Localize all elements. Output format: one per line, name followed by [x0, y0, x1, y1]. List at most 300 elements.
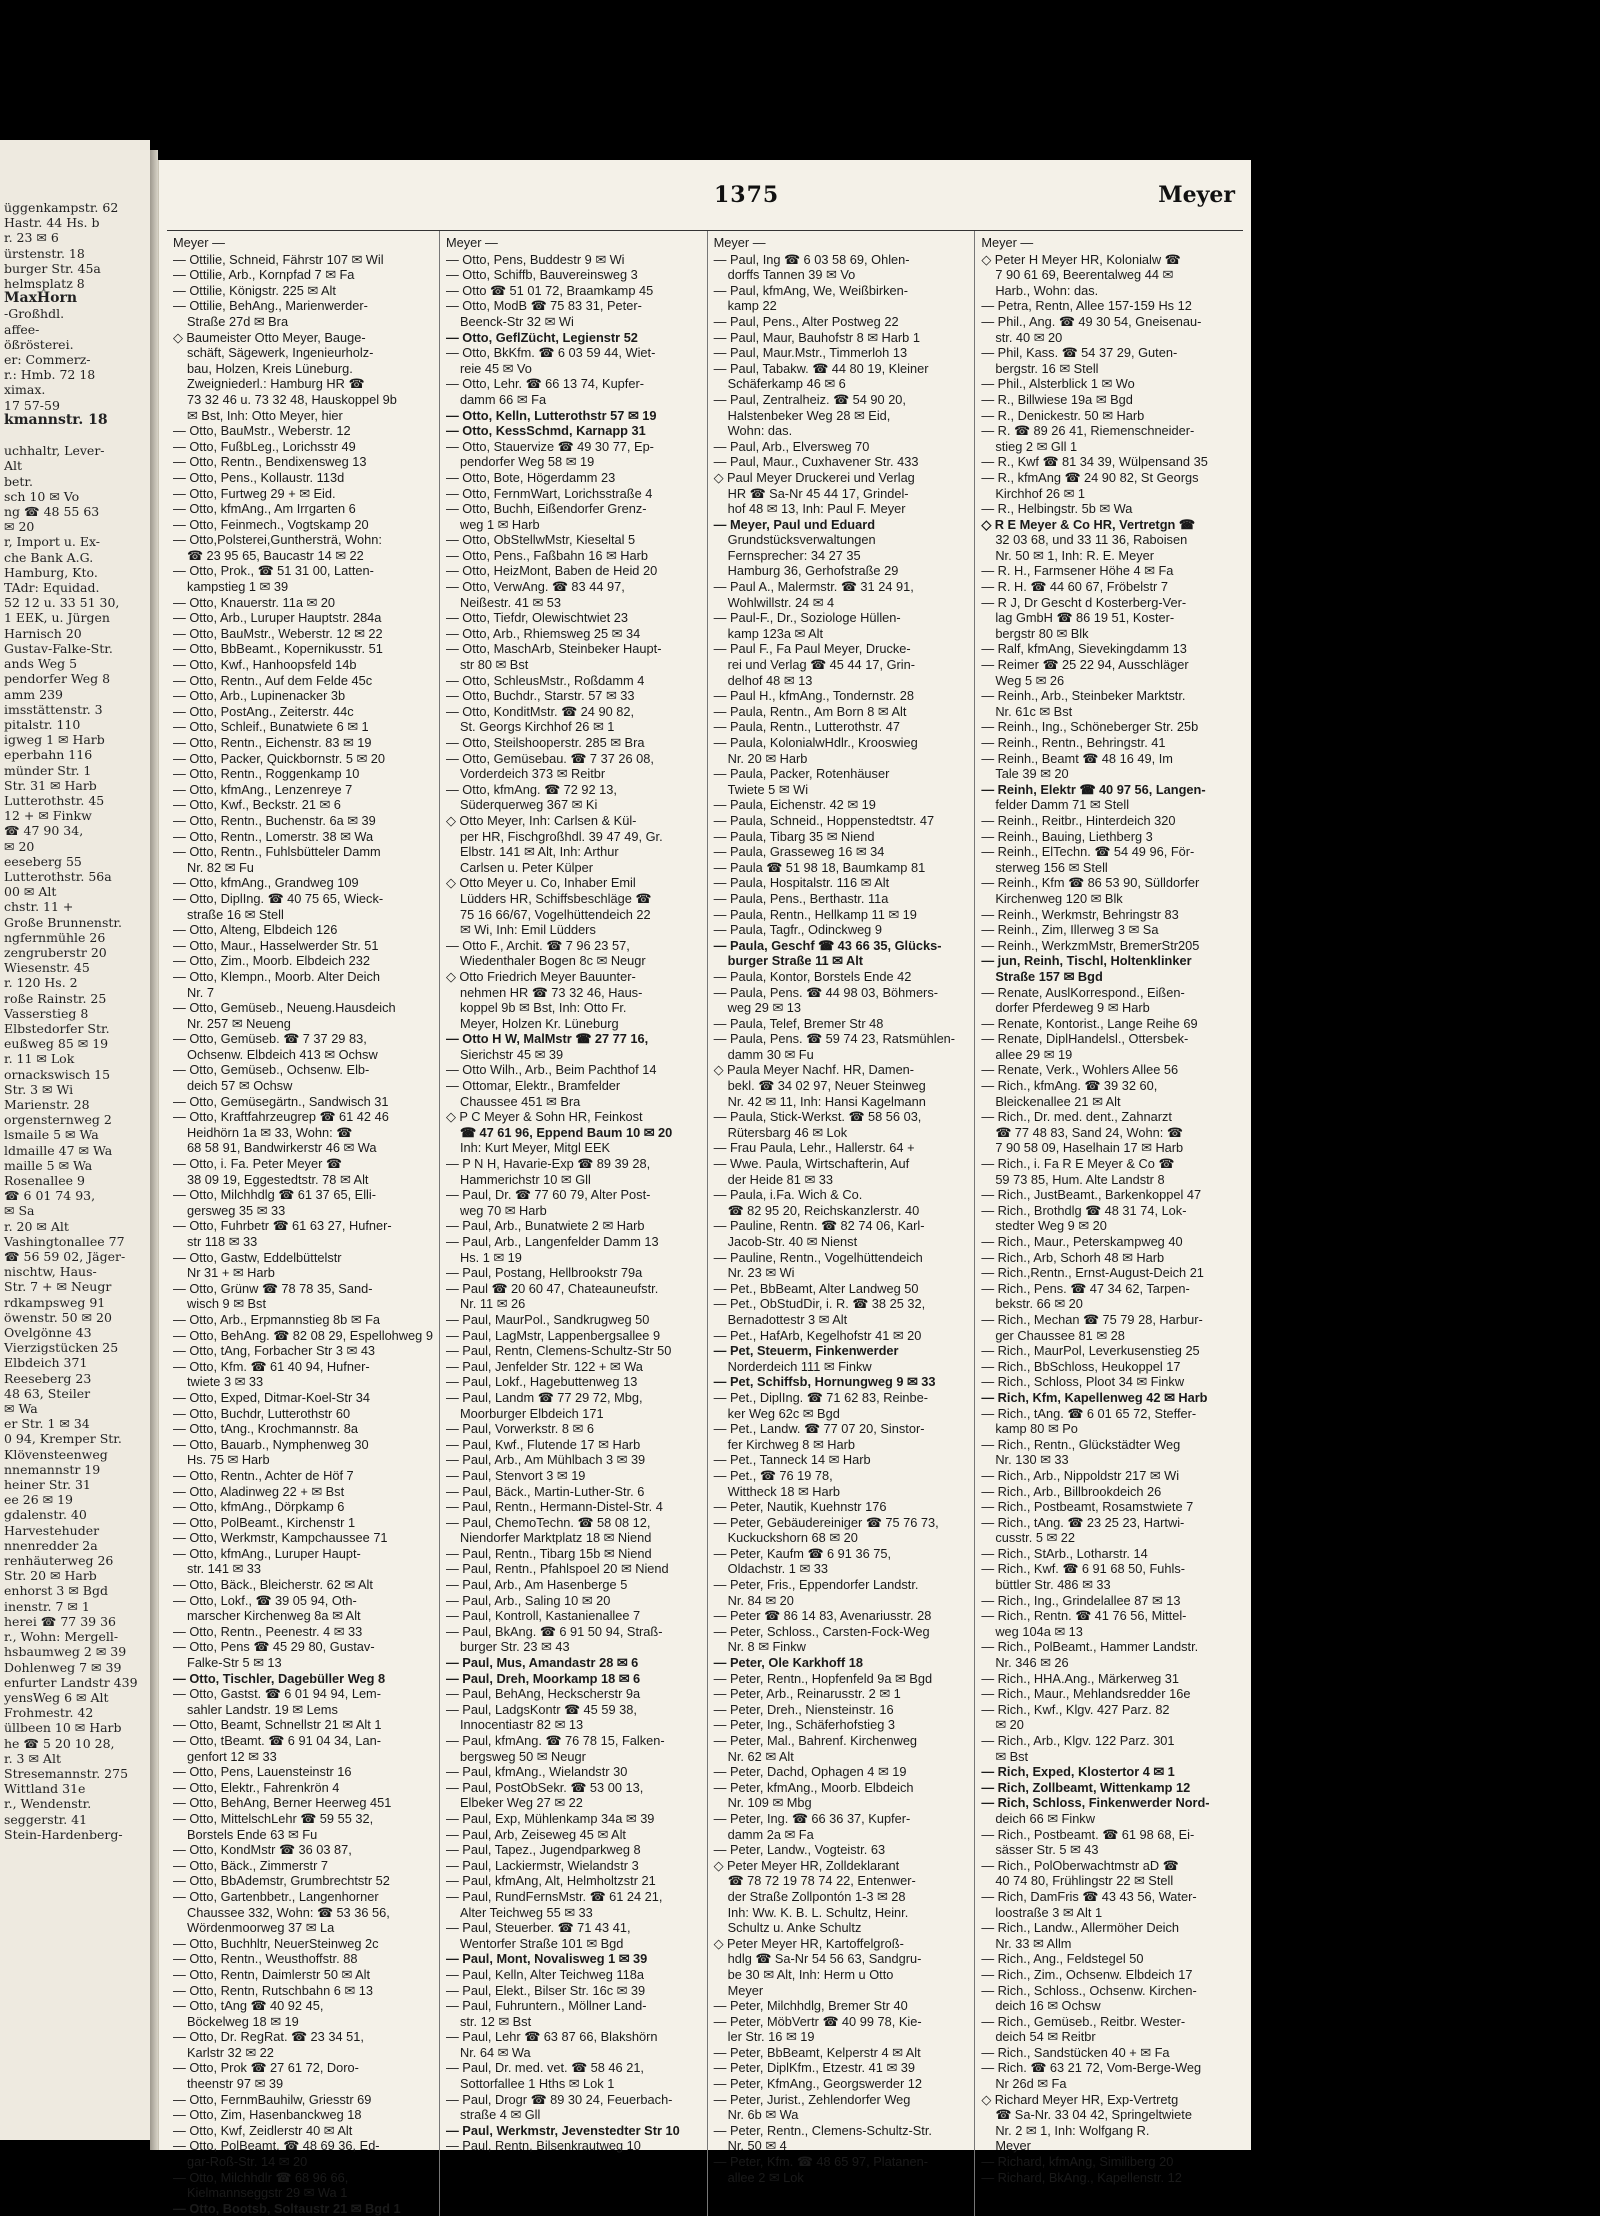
- directory-entry: — Paul, LadgsKontr ☎ 45 59 38,: [445, 1701, 637, 1717]
- directory-entry: — Paul, Dreh, Moorkamp 18 ✉ 6: [445, 1670, 641, 1686]
- directory-entry: felder Damm 71 ✉ Stell: [995, 797, 1130, 813]
- previous-page-line: öwenstr. 50 ✉ 20: [4, 1309, 112, 1325]
- directory-entry: — Renate, Kontorist., Lange Reihe 69: [981, 1015, 1198, 1031]
- directory-entry: gersweg 35 ✉ 33: [187, 1202, 286, 1218]
- directory-entry: — Otto, Grünw ☎ 78 78 35, Sand-: [173, 1280, 373, 1296]
- directory-entry: — Paul, Arb., Langenfelder Damm 13: [445, 1234, 659, 1249]
- previous-page-line: che Bank A.G.: [4, 549, 94, 565]
- directory-entry: Nr 31 + ✉ Harb: [187, 1265, 275, 1281]
- directory-entry: — Peter, Dachd, Ophagen 4 ✉ 19: [713, 1764, 907, 1780]
- directory-entry: — Otto, Dr. RegRat. ☎ 23 34 51,: [173, 2029, 364, 2045]
- directory-entry: — Rich., Zim., Ochsenw. Elbdeich 17: [981, 1966, 1193, 1982]
- directory-entry: — Paula, i.Fa. Wich & Co.: [713, 1187, 863, 1203]
- directory-entry: — Paul, Vorwerkstr. 8 ✉ 6: [445, 1421, 594, 1437]
- previous-page-line: nischtw, Haus-: [4, 1264, 97, 1280]
- column-head: Meyer —: [445, 235, 498, 250]
- directory-entry: — Peter, Schloss., Carsten-Fock-Weg: [713, 1623, 930, 1639]
- directory-entry: — Peter, Ing. ☎ 66 36 37, Kupfer-: [713, 1810, 911, 1826]
- directory-entry: — Paula, Grasseweg 16 ✉ 34: [713, 844, 885, 860]
- previous-page-line: 1 EEK, u. Jürgen: [4, 610, 110, 626]
- directory-entry: — Peter, Dreh., Niensteinstr. 16: [713, 1701, 894, 1717]
- previous-page-line: ximax.: [4, 382, 46, 398]
- directory-entry: — Wwe. Paula, Wirtschafterin, Auf: [713, 1156, 910, 1172]
- previous-page-line: ✉ 20: [4, 519, 35, 535]
- directory-entry: — Rich., Postbeamt. ☎ 61 98 68, Ei-: [981, 1826, 1195, 1842]
- directory-entry: — Peter, DiplKfm., Etzestr. 41 ✉ 39: [713, 2060, 915, 2076]
- directory-entry: — Paul, Dr. ☎ 77 60 79, Alter Post-: [445, 1187, 651, 1203]
- directory-entry: Wentorfer Straße 101 ✉ Bgd: [459, 1935, 624, 1951]
- directory-entry: Wittheck 18 ✉ Harb: [727, 1483, 841, 1499]
- previous-page-line: burger Str. 45a: [4, 260, 101, 276]
- directory-entry: sässer Str. 5 ✉ 43: [995, 1842, 1099, 1858]
- directory-entry: — Rich., Rentn., Glückstädter Weg: [981, 1436, 1181, 1452]
- directory-entry: — Paula ☎ 51 98 18, Baumkamp 81: [713, 859, 926, 875]
- directory-entry: — Otto, Rentn., Roggenkamp 10: [173, 766, 360, 782]
- directory-entry: hof 48 ✉ 13, Inh: Paul F. Meyer: [727, 501, 906, 517]
- directory-entry: — Otto, kfmAng., Lenzenreye 7: [173, 781, 353, 797]
- directory-entry: Halstenbeker Weg 28 ✉ Eid,: [727, 407, 891, 423]
- directory-entry: — Reinh., WerkzmMstr, BremerStr205: [981, 937, 1200, 953]
- directory-entry: — Paul, Arb., Am Hasenberge 5: [445, 1577, 628, 1593]
- directory-entry: Bernadottestr 3 ✉ Alt: [727, 1311, 848, 1327]
- directory-entry: — Phil, Kass. ☎ 54 37 29, Guten-: [981, 345, 1178, 361]
- directory-entry: ✉ 20: [995, 1717, 1024, 1733]
- directory-entry: — Paul, RundFernsMstr. ☎ 61 24 21,: [445, 1888, 663, 1904]
- previous-page-line: [4, 428, 150, 443]
- directory-entry: Falke-Str 5 ✉ 13: [187, 1655, 282, 1671]
- directory-entry: — Paul, LagMstr, Lappenbergsallee 9: [445, 1327, 661, 1343]
- directory-entry: — Rich., Arb., Billbrookdeich 26: [981, 1483, 1162, 1499]
- directory-entry: — Reinh., Rentn., Behringstr. 41: [981, 735, 1166, 750]
- directory-entry: Nr. 109 ✉ Mbg: [727, 1795, 812, 1811]
- directory-entry: allee 2 ✉ Lok: [727, 2169, 804, 2185]
- directory-entry: — Peter, Rentn., Clemens-Schultz-Str.: [713, 2122, 932, 2138]
- directory-entry: — Pet., Tanneck 14 ✉ Harb: [713, 1452, 871, 1468]
- directory-column: [975, 231, 1243, 2216]
- directory-entry: — Paul, Rentn., Hermann-Distel-Str. 4: [445, 1499, 663, 1515]
- directory-entry: — Otto, Rentn., Achter de Höf 7: [173, 1467, 354, 1483]
- directory-entry: fer Kirchweg 8 ✉ Harb: [727, 1436, 855, 1452]
- directory-entry: lag GmbH ☎ 86 19 51, Koster-: [995, 610, 1175, 626]
- directory-entry: — R. ☎ 89 26 41, Riemenschneider-: [981, 423, 1195, 439]
- directory-entry: — Otto, BbBeamt., Kopernikusstr. 51: [173, 641, 383, 657]
- directory-entry: — Otto, Milchhdlg ☎ 61 37 65, Elli-: [173, 1187, 377, 1203]
- previous-page-line: Dohlenweg 7 ✉ 39: [4, 1659, 122, 1675]
- directory-entry: — Otto, PostAng., Zeiterstr. 44c: [173, 703, 354, 719]
- directory-entry: — Otto, Buchh, Eißendorfer Grenz-: [445, 501, 647, 517]
- directory-entry: ✉ Wi, Inh: Emil Lüdders: [459, 922, 596, 938]
- previous-page-line: roße Rainstr. 25: [4, 990, 107, 1006]
- previous-page-line: 17 57-59: [4, 397, 60, 413]
- directory-entry: nehmen HR ☎ 73 32 46, Haus-: [459, 984, 643, 1000]
- directory-entry: Nr. 33 ✉ Allm: [995, 1935, 1072, 1951]
- directory-entry: — Rich., Schloss., Ochsenw. Kirchen-: [981, 1982, 1197, 1998]
- directory-entry: — Otto, Gemüseb., Neueng.Hausdeich: [173, 1000, 396, 1016]
- directory-entry: — Reinh., Reitbr., Hinterdeich 320: [981, 812, 1176, 828]
- directory-entry: Grundstücksverwaltungen: [727, 532, 876, 548]
- previous-page-line: Reeseberg 23: [4, 1370, 92, 1386]
- directory-entry: ◇ Otto Meyer, Inh: Carlsen & Kül-: [445, 812, 637, 828]
- directory-entry: — Otto, Schiffb, Bauvereinsweg 3: [445, 267, 638, 283]
- previous-page-line: seggerstr. 41: [4, 1811, 88, 1827]
- directory-entry: — Otto, Tiefdr, Olewischtwiet 23: [445, 610, 629, 626]
- directory-entry: Hamburg 36, Gerhofstraße 29: [727, 563, 899, 579]
- directory-entry: straße 4 ✉ Gll: [459, 2107, 541, 2123]
- directory-entry: — Otto, GeflZücht, Legienstr 52: [445, 329, 638, 345]
- directory-entry: Inh: Kurt Meyer, Mitgl EEK: [459, 1140, 611, 1156]
- directory-entry: ◇ Otto Friedrich Meyer Bauunter-: [445, 968, 636, 984]
- directory-entry: — Paul, Arb., Elversweg 70: [713, 438, 870, 454]
- directory-entry: Nr. 23 ✉ Wi: [727, 1265, 795, 1281]
- directory-entry: — Otto, Gemüsegärtn., Sandwisch 31: [173, 1093, 389, 1109]
- previous-page-line: betr.: [4, 473, 33, 489]
- directory-entry: Nr. 2 ✉ 1, Inh: Wolfgang R.: [995, 2122, 1150, 2138]
- directory-entry: — Paul F., Fa Paul Meyer, Drucke-: [713, 641, 911, 657]
- previous-page-line: hsbaumweg 2 ✉ 39: [4, 1644, 127, 1660]
- directory-entry: delhof 48 ✉ 13: [727, 672, 813, 688]
- directory-entry: — Reinh., Zim, Illerweg 3 ✉ Sa: [981, 922, 1159, 938]
- directory-entry: — Paul, Arb., Saling 10 ✉ 20: [445, 1592, 611, 1608]
- directory-entry: — Paul, Lokf., Hagebuttenweg 13: [445, 1374, 638, 1390]
- directory-entry: burger Str. 23 ✉ 43: [459, 1639, 570, 1655]
- directory-entry: büttler Str. 486 ✉ 33: [995, 1577, 1111, 1593]
- directory-entry: koppel 9b ✉ Bst, Inh: Otto Fr.: [459, 1000, 627, 1016]
- directory-entry: — Reimer ☎ 25 22 94, Ausschläger: [981, 657, 1189, 673]
- directory-entry: — Otto, tAng ☎ 40 92 45,: [173, 1998, 324, 2014]
- directory-entry: — Otto, Kwf, Zeidlerstr 40 ✉ Alt: [173, 2122, 353, 2138]
- previous-page-line: eeseberg 55: [4, 853, 82, 869]
- directory-entry: genfort 12 ✉ 33: [187, 1748, 277, 1764]
- directory-entry: Nr. 84 ✉ 20: [727, 1592, 794, 1608]
- directory-entry: ◇ Peter H Meyer HR, Kolonialw ☎: [981, 251, 1181, 267]
- previous-page-line: herei ☎ 77 39 36: [4, 1613, 116, 1629]
- directory-entry: — Otto Wilh., Arb., Beim Pachthof 14: [445, 1062, 657, 1078]
- directory-entry: — Paula, Telef, Bremer Str 48: [713, 1015, 884, 1031]
- directory-entry: — Otto, Bote, Högerdamm 23: [445, 469, 616, 485]
- previous-page-line: Stein-Hardenberg-: [4, 1826, 123, 1842]
- previous-page-line: Marienstr. 28: [4, 1096, 90, 1112]
- directory-entry: Kirchhof 26 ✉ 1: [995, 485, 1085, 501]
- directory-entry: — Rich., tAng. ☎ 6 01 65 72, Steffer-: [981, 1405, 1197, 1421]
- previous-page-line: Frohmestr. 42: [4, 1705, 94, 1721]
- directory-entry: Hs. 1 ✉ 19: [459, 1249, 522, 1265]
- directory-entry: — Otto, KessSchmd, Karnapp 31: [445, 423, 646, 439]
- directory-entry: — Otto, SchleusMstr., Roßdamm 4: [445, 672, 645, 688]
- directory-entry: — Reinh, Elektr ☎ 40 97 56, Langen-: [981, 781, 1206, 797]
- directory-entry: — Rich., Brothdlg ☎ 48 31 74, Lok-: [981, 1202, 1187, 1218]
- directory-entry: — Otto, i. Fa. Peter Meyer ☎: [173, 1156, 342, 1172]
- previous-page-line: Rosenallee 9: [4, 1173, 85, 1188]
- directory-entry: — Rich., BbSchloss, Heukoppel 17: [981, 1358, 1181, 1374]
- directory-entry: — Otto, kfmAng. ☎ 72 92 13,: [445, 781, 617, 797]
- directory-entry: ker Weg 62c ✉ Bgd: [727, 1405, 840, 1421]
- directory-entry: — Paula, Stick-Werkst. ☎ 58 56 03,: [713, 1109, 922, 1125]
- directory-entry: Fernsprecher: 34 27 35: [727, 547, 861, 563]
- directory-entry: — Paula, Pens. ☎ 59 74 23, Ratsmühlen-: [713, 1031, 956, 1047]
- directory-entry: — Paul, BehAng, Heckscherstr 9a: [445, 1686, 641, 1702]
- directory-entry: — Otto, MaschArb, Steinbeker Haupt-: [445, 641, 662, 657]
- directory-entry: — Paul, Stenvort 3 ✉ 19: [445, 1467, 586, 1483]
- directory-entry: Borstels Ende 63 ✉ Fu: [187, 1826, 318, 1842]
- directory-entry: — Paula, Geschf ☎ 43 66 35, Glücks-: [713, 937, 942, 953]
- previous-page-line: zengruberstr 20: [4, 944, 107, 960]
- previous-page-line: pitalstr. 110: [4, 716, 81, 732]
- previous-page-line: Str. 20 ✉ Harb: [4, 1568, 97, 1584]
- directory-entry: — Paula, Pens., Berthastr. 11a: [713, 890, 889, 906]
- directory-entry: ☎ 47 61 96, Eppend Baum 10 ✉ 20: [459, 1124, 673, 1140]
- previous-page-line: ✉ 20: [4, 838, 35, 854]
- directory-entry: — R J, Dr Gescht d Kosterberg-Ver-: [981, 594, 1187, 610]
- directory-entry: — Rich., Gemüseb., Reitbr. Wester-: [981, 2013, 1186, 2029]
- directory-entry: — Peter, Jurist., Zehlendorfer Weg: [713, 2091, 911, 2107]
- directory-entry: — Paul, Maur, Bauhofstr 8 ✉ Harb 1: [713, 329, 920, 345]
- directory-entry: — Otto, Bauarb., Nymphenweg 30: [173, 1436, 369, 1452]
- directory-entry: — R., Denickestr. 50 ✉ Harb: [981, 407, 1145, 423]
- directory-entry: — Rich., i. Fa R E Meyer & Co ☎: [981, 1156, 1175, 1172]
- directory-entry: — Otto F., Archit. ☎ 7 96 23 57,: [445, 937, 630, 953]
- previous-page-line: er: Commerz-: [4, 352, 91, 368]
- previous-page-line: Vierzigstücken 25: [4, 1340, 119, 1356]
- previous-page-line: enhorst 3 ✉ Bgd: [4, 1583, 108, 1599]
- directory-entry: — Paul, Kontroll, Kastanienallee 7: [445, 1608, 641, 1624]
- directory-entry: be 30 ✉ Alt, Inh: Herm u Otto: [727, 1966, 894, 1982]
- directory-entry: kamp 123a ✉ Alt: [727, 625, 824, 641]
- directory-entry: — Otto, Kraftfahrzeugrep ☎ 61 42 46: [173, 1109, 389, 1125]
- previous-page-line: r., Wendenstr.: [4, 1796, 92, 1812]
- directory-entry: — Reinh., Kfm ☎ 86 53 90, Sülldorfer: [981, 875, 1200, 891]
- directory-entry: — Pauline, Rentn. ☎ 82 74 06, Karl-: [713, 1218, 925, 1234]
- previous-page-edge: [0, 140, 150, 2140]
- directory-entry: dorffs Tannen 39 ✉ Vo: [727, 267, 856, 283]
- directory-entry: — Paul, Steuerber. ☎ 71 43 41,: [445, 1920, 631, 1936]
- directory-entry: — Paul, Drogr ☎ 89 30 24, Feuerbach-: [445, 2091, 673, 2107]
- directory-columns: [167, 230, 1243, 2216]
- previous-page-line: Lutterothstr. 56a: [4, 868, 112, 884]
- directory-entry: — Pet., ObStudDir, i. R. ☎ 38 25 32,: [713, 1296, 926, 1312]
- previous-page-line: ornackswisch 15: [4, 1066, 111, 1082]
- directory-entry: — Otto, BehAng. ☎ 82 08 29, Espellohweg 9: [173, 1327, 433, 1343]
- directory-entry: — Otto, Furtweg 29 + ✉ Eid.: [173, 485, 336, 501]
- directory-entry: Jacob-Str. 40 ✉ Nienst: [727, 1234, 858, 1249]
- directory-entry: — Rich, DamFris ☎ 43 43 56, Water-: [981, 1888, 1197, 1904]
- previous-page-line: r.: Hmb. 72 18: [4, 367, 96, 383]
- directory-entry: — Otto, Bootsb, Soltaustr 21 ✉ Bgd 1: [173, 2200, 401, 2216]
- directory-entry: Straße 157 ✉ Bgd: [995, 968, 1103, 984]
- previous-page-line: eußweg 85 ✉ 19: [4, 1036, 109, 1052]
- directory-entry: — Pet., HafArb, Kegelhofstr 41 ✉ 20: [713, 1327, 922, 1343]
- directory-entry: — Peter, Nautik, Kuehnstr 176: [713, 1499, 887, 1515]
- previous-page-line: maille 5 ✉ Wa: [4, 1157, 93, 1173]
- previous-page-line: Lutterothstr. 45: [4, 792, 105, 808]
- directory-entry: Ochsenw. Elbdeich 413 ✉ Ochsw: [187, 1046, 378, 1062]
- previous-page-line: Harvestehuder: [4, 1522, 100, 1538]
- directory-entry: weg 70 ✉ Harb: [459, 1202, 547, 1218]
- directory-entry: bergsweg 50 ✉ Neugr: [459, 1748, 586, 1764]
- directory-entry: — Peter ☎ 86 14 83, Avenariusstr. 28: [713, 1608, 932, 1624]
- previous-page-line: inenstr. 7 ✉ 1: [4, 1598, 90, 1614]
- directory-entry: — Otto, Pens, Buddestr 9 ✉ Wi: [445, 251, 625, 267]
- directory-entry: — Otto, tBeamt. ☎ 6 91 04 34, Lan-: [173, 1733, 381, 1748]
- directory-entry: ◇ Peter Meyer HR, Kartoffelgroß-: [713, 1935, 904, 1951]
- directory-entry: — P N H, Havarie-Exp ☎ 89 39 28,: [445, 1156, 651, 1172]
- directory-entry: — Rich., Postbeamt, Rosamstwiete 7: [981, 1499, 1194, 1515]
- directory-entry: — Otto, BauMstr., Weberstr. 12 ✉ 22: [173, 625, 383, 641]
- directory-entry: Tale 39 ✉ 20: [995, 766, 1069, 782]
- previous-page-line: ☎ 56 59 02, Jäger-: [4, 1249, 126, 1265]
- directory-entry: — Phil., Ang. ☎ 49 30 54, Gneisenau-: [981, 313, 1202, 329]
- directory-entry: dorfer Pferdeweg 9 ✉ Harb: [995, 1000, 1150, 1016]
- previous-page-line: Hamburg, Kto.: [4, 564, 98, 580]
- previous-page-line: amm 239: [4, 686, 63, 702]
- directory-column: [167, 231, 440, 2216]
- previous-page-line: igweg 1 ✉ Harb: [4, 732, 105, 748]
- column-head: Meyer —: [173, 235, 225, 250]
- previous-page-line: Vashingtonallee 77: [4, 1233, 125, 1249]
- directory-entry: — Reinh., Bauing, Liethberg 3: [981, 828, 1153, 844]
- directory-entry: — Otto, Arb., Luruper Hauptstr. 284a: [173, 610, 382, 626]
- directory-entry: — Otto, Gartenbbetr., Langenhorner: [173, 1888, 379, 1904]
- directory-entry: — Paul ☎ 20 60 47, Chateauneufstr.: [445, 1280, 659, 1296]
- directory-entry: Twiete 5 ✉ Wi: [727, 781, 809, 797]
- directory-entry: — Paula, Pens. ☎ 44 98 03, Böhmers-: [713, 984, 938, 1000]
- directory-entry: Innocentiastr 82 ✉ 13: [459, 1717, 584, 1733]
- directory-entry: gar-Roß-Str. 14 ✉ 20: [187, 2154, 308, 2170]
- directory-entry: — Otto, Prok ☎ 27 61 72, Doro-: [173, 2060, 359, 2076]
- previous-page-line: 12 + ✉ Finkw: [4, 808, 92, 824]
- directory-entry: Chaussee 451 ✉ Bra: [459, 1093, 581, 1109]
- directory-entry: — Otto, Klempn., Moorb. Alter Deich: [173, 968, 380, 984]
- directory-entry: — R., Kwf ☎ 81 34 39, Wülpensand 35: [981, 454, 1208, 470]
- directory-entry: — Otto, PolBeamt., Kirchenstr 1: [173, 1514, 356, 1530]
- directory-entry: Bleickenallee 21 ✉ Alt: [995, 1093, 1121, 1109]
- previous-page-line: münder Str. 1: [4, 762, 92, 778]
- directory-entry: 38 09 19, Eggestedtstr. 78 ✉ Alt: [187, 1171, 369, 1187]
- directory-entry: — Paul, Jenfelder Str. 122 + ✉ Wa: [445, 1358, 643, 1374]
- directory-entry: — Paul, Pens., Alter Postweg 22: [713, 313, 899, 329]
- previous-page-line: ldmaille 47 ✉ Wa: [4, 1142, 113, 1158]
- previous-page-line: uchhaltr, Lever-: [4, 443, 105, 459]
- previous-page-line: 0 94, Kremper Str.: [4, 1431, 122, 1447]
- directory-entry: bergstr. 16 ✉ Stell: [995, 360, 1099, 376]
- directory-entry: — Paula, Rentn., Am Born 8 ✉ Alt: [713, 703, 907, 719]
- directory-entry: loostraße 3 ✉ Alt 1: [995, 1904, 1103, 1920]
- directory-entry: — Otto, Tischler, Dagebüller Weg 8: [173, 1670, 386, 1686]
- directory-entry: — Otto, Kfm. ☎ 61 40 94, Hufner-: [173, 1358, 370, 1374]
- directory-entry: — R., Billwiese 19a ✉ Bgd: [981, 391, 1133, 407]
- directory-entry: Kirchenweg 120 ✉ Blk: [995, 890, 1123, 906]
- directory-entry: — Reinh., Ing., Schöneberger Str. 25b: [981, 719, 1199, 735]
- directory-entry: — Paul, Rentn., Pfahlspoel 20 ✉ Niend: [445, 1561, 669, 1577]
- directory-entry: — Otto, Pens., Kollaustr. 113d: [173, 469, 345, 485]
- directory-entry: — Pet., Landw. ☎ 77 07 20, Sinstor-: [713, 1421, 925, 1437]
- directory-entry: — Paul-F., Dr., Soziologe Hüllen-: [713, 610, 901, 626]
- column-head: Meyer —: [713, 235, 766, 250]
- directory-entry: Nr. 64 ✉ Wa: [459, 2044, 531, 2060]
- directory-entry: — Otto, Arb., Erpmannstieg 8b ✉ Fa: [173, 1311, 381, 1327]
- directory-entry: — Paula, Hospitalstr. 116 ✉ Alt: [713, 875, 890, 891]
- directory-entry: Böckelweg 18 ✉ 19: [187, 2013, 299, 2029]
- directory-entry: Nr. 50 ✉ 4: [727, 2138, 787, 2154]
- directory-entry: — Otto, Arb., Rhiemsweg 25 ✉ 34: [445, 625, 641, 641]
- previous-page-line: ngfernmühle 26: [4, 929, 106, 945]
- directory-entry: kamp 80 ✉ Po: [995, 1421, 1078, 1437]
- directory-entry: — Rich., PolBeamt., Hammer Landstr.: [981, 1639, 1199, 1655]
- directory-entry: 68 58 91, Bandwirkerstr 46 ✉ Wa: [187, 1140, 377, 1156]
- directory-entry: — Paul, Kwf., Flutende 17 ✉ Harb: [445, 1436, 641, 1452]
- directory-entry: — Otto, Feinmech., Vogtskamp 20: [173, 516, 369, 532]
- previous-page-line: r. 23 ✉ 6: [4, 230, 59, 246]
- directory-entry: ☎ 23 95 65, Baucastr 14 ✉ 22: [187, 547, 364, 563]
- directory-entry: — Paula, Eichenstr. 42 ✉ 19: [713, 797, 876, 813]
- previous-page-line: Große Brunnenstr.: [4, 914, 122, 930]
- directory-entry: marscher Kirchenweg 8a ✉ Alt: [187, 1608, 361, 1624]
- directory-entry: — Rich.,Rentn., Ernst-August-Deich 21: [981, 1265, 1204, 1281]
- directory-entry: — Peter, BbBeamt, Kelperstr 4 ✉ Alt: [713, 2044, 921, 2060]
- directory-entry: — Rich., Ang., Feldstegel 50: [981, 1951, 1144, 1967]
- directory-entry: — Rich., Mechan ☎ 75 79 28, Harbur-: [981, 1311, 1203, 1327]
- directory-entry: — Otto, Werkmstr, Kampchaussee 71: [173, 1530, 388, 1546]
- directory-entry: — Petra, Rentn, Allee 157-159 Hs 12: [981, 298, 1192, 314]
- directory-entry: — Paul, Lehr ☎ 63 87 66, Blakshörn: [445, 2029, 658, 2045]
- directory-entry: — Renate, AuslKorrespond., Eißen-: [981, 984, 1185, 1000]
- directory-entry: Meyer: [727, 1982, 764, 1998]
- directory-entry: Nr. 6b ✉ Wa: [727, 2107, 799, 2123]
- previous-page-line: ürstenstr. 18: [4, 245, 85, 261]
- directory-entry: — Paul, Lackiermstr, Wielandstr 3: [445, 1857, 639, 1873]
- directory-entry: Zweigniederl.: Hamburg HR ☎: [187, 376, 365, 392]
- previous-page-line: affee-: [4, 321, 40, 337]
- directory-entry: — Otto, FußbLeg., Lorichsstr 49: [173, 438, 356, 454]
- directory-entry: — Otto, ObStellwMstr, Kieseltal 5: [445, 532, 636, 548]
- directory-entry: — Otto, HeizMont, Baben de Heid 20: [445, 563, 658, 579]
- previous-page-line: enfurter Landstr 439: [4, 1674, 138, 1690]
- directory-entry: stedter Weg 9 ✉ 20: [995, 1218, 1107, 1234]
- directory-entry: Schäferkamp 46 ✉ 6: [727, 376, 846, 392]
- directory-entry: ler Str. 16 ✉ 19: [727, 2029, 815, 2045]
- directory-entry: — Paul, Exp, Mühlenkamp 34a ✉ 39: [445, 1810, 655, 1826]
- directory-entry: bekl. ☎ 34 02 97, Neuer Steinweg: [727, 1078, 926, 1094]
- previous-page-line: r. 120 Hs. 2: [4, 975, 78, 991]
- previous-page-line: 48 63, Steiler: [4, 1385, 91, 1401]
- directory-entry: 73 32 46 u. 73 32 48, Hauskoppel 9b: [187, 391, 397, 407]
- directory-entry: — Pet., ☎ 76 19 78,: [713, 1467, 833, 1483]
- directory-entry: der Heide 81 ✉ 33: [727, 1171, 833, 1187]
- previous-page-line: renhäuterweg 26: [4, 1553, 114, 1569]
- directory-entry: — Paul, Maur., Cuxhavener Str. 433: [713, 454, 919, 470]
- directory-entry: — Reinh., Beamt ☎ 48 16 49, Im: [981, 750, 1173, 766]
- directory-entry: schäft, Sägewerk, Ingenieurholz-: [187, 345, 374, 361]
- directory-entry: — Paula, KolonialwHdlr., Krooswieg: [713, 735, 918, 750]
- previous-page-line: 00 ✉ Alt: [4, 884, 57, 900]
- previous-page-line: Str. 31 ✉ Harb: [4, 777, 97, 793]
- directory-entry: — Peter, Gebäudereiniger ☎ 75 76 73,: [713, 1514, 939, 1530]
- directory-entry: — Paul, kfmAng., Wielandstr 30: [445, 1764, 628, 1780]
- previous-page-line: pendorfer Weg 8: [4, 671, 111, 687]
- directory-entry: — Peter, Fris., Eppendorfer Landstr.: [713, 1577, 919, 1593]
- directory-entry: str 118 ✉ 33: [187, 1234, 258, 1249]
- directory-entry: ☎ 77 48 83, Sand 24, Wohn: ☎: [995, 1124, 1183, 1140]
- previous-page-line: helmsplatz 8: [4, 276, 85, 292]
- previous-page-line: -Großhdl.: [4, 306, 65, 322]
- directory-entry: bergstr 80 ✉ Blk: [995, 625, 1089, 641]
- directory-entry: deich 54 ✉ Reitbr: [995, 2029, 1096, 2045]
- directory-entry: ◇ P C Meyer & Sohn HR, Feinkost: [445, 1109, 643, 1125]
- directory-entry: — Rich., kfmAng. ☎ 39 32 60,: [981, 1078, 1158, 1094]
- directory-entry: — Ottilie, BehAng., Marienwerder-: [173, 298, 368, 314]
- directory-entry: — Frau Paula, Lehr., Hallerstr. 64 +: [713, 1140, 915, 1156]
- directory-entry: — Otto, Schleif., Bunatwiete 6 ✉ 1: [173, 719, 369, 735]
- directory-entry: ◇ Richard Meyer HR, Exp-Vertretg: [981, 2091, 1179, 2107]
